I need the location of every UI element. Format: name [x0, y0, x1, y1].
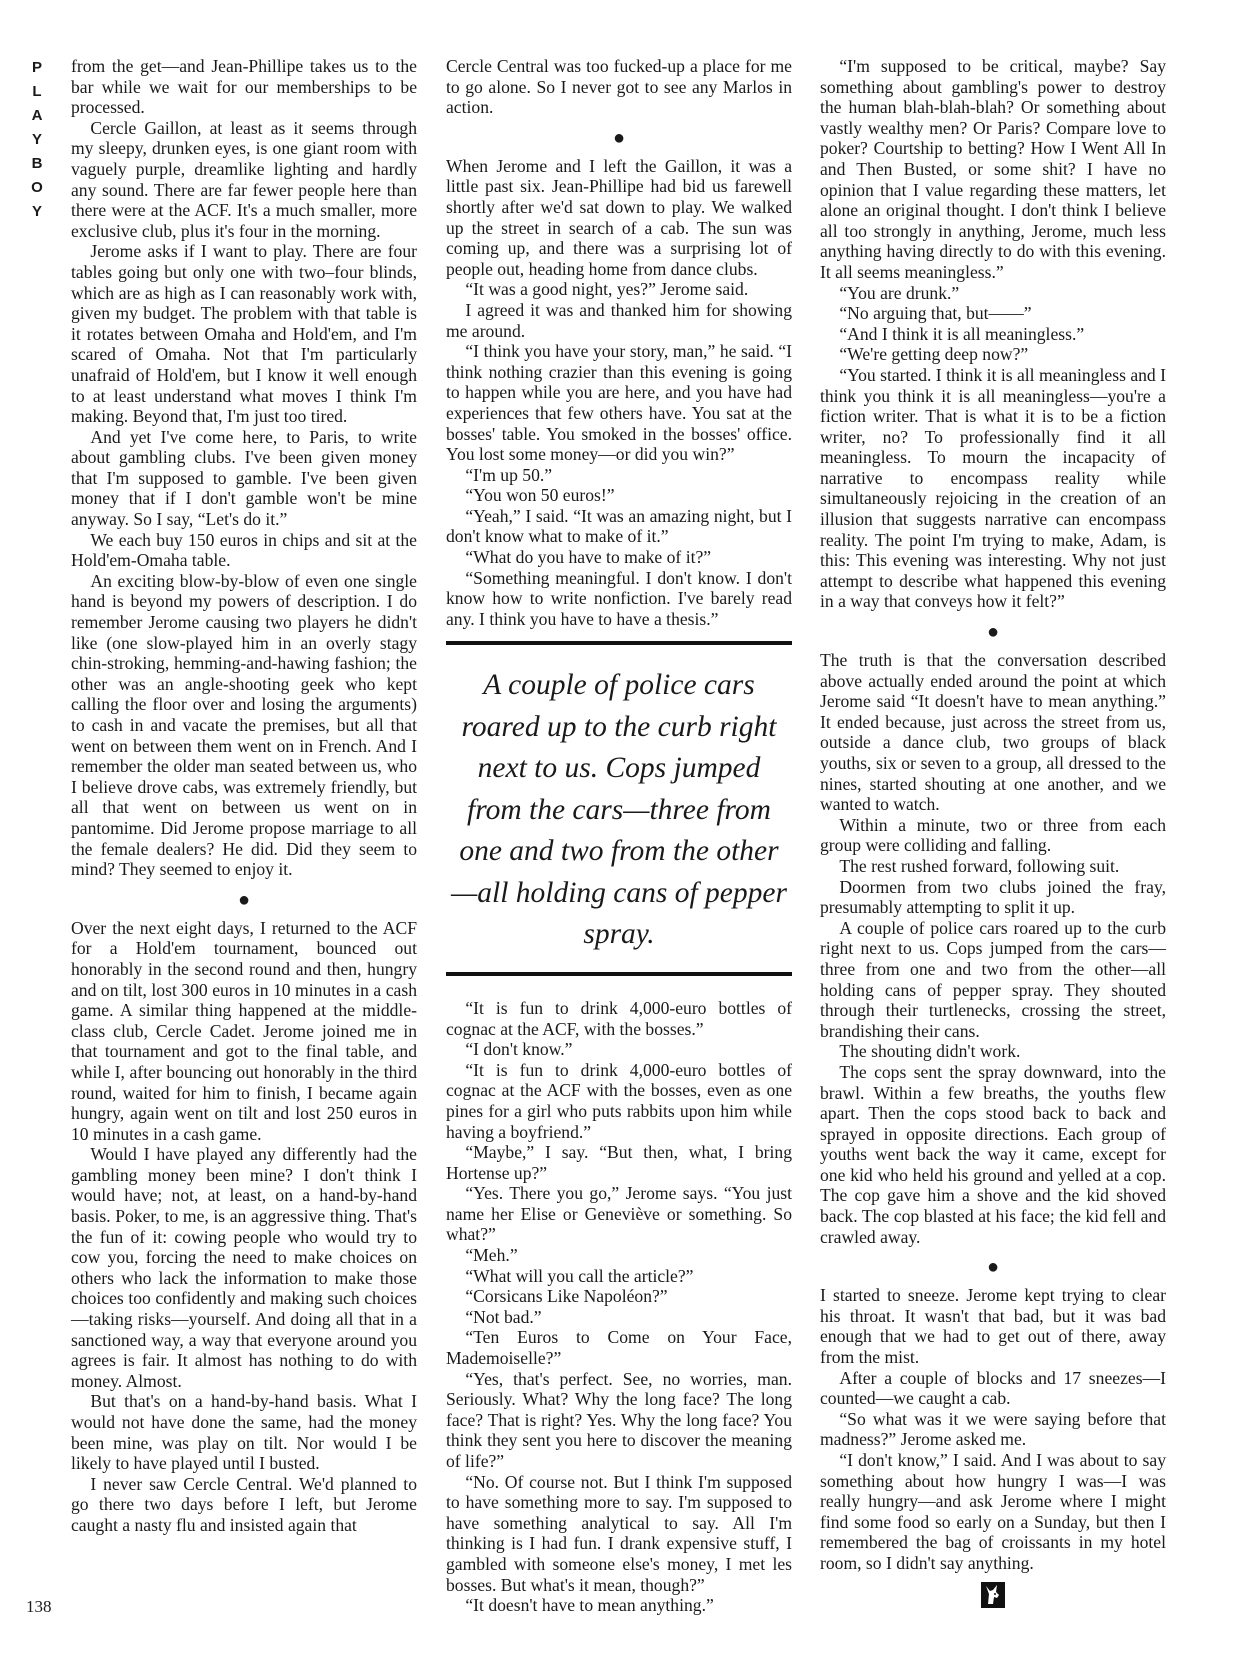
- magazine-letter: P: [31, 59, 42, 76]
- column-2: [446, 56, 792, 1616]
- magazine-letter: B: [31, 155, 43, 172]
- paragraph: And yet I've come here, to Paris, to write about gambling clubs. I've been given money that I'm supposed to gamble. I've been given money that if I don't gamble won't be mine anyway. So I say, “Let's do it.”: [71, 426, 417, 530]
- paragraph: “No. Of course not. But I think I'm supposed to have something more to say. I'm supposed to have something analytical to say. All I'm thinking is I had fun. I drank expensive stuff, I gambled with someone else's money, I met les bosses. But what's it mean, though?”: [446, 1471, 792, 1595]
- paragraph: “I think you have your story, man,” he said. “I think nothing crazier than this evening is going to happen while you are here, and you have had experiences that few others have. You sat at the bosses' table. You smoked in the bosses' office. You lost some money—or did you win?”: [446, 341, 792, 465]
- column-3: [820, 56, 1166, 1612]
- paragraph: “Maybe,” I say. “But then, what, I bring Hortense up?”: [446, 1142, 792, 1183]
- pull-quote: A couple of police cars roared up to the curb right next to us. Cops jumped from the cars—three from one and two from the other—all holding cans of pepper spray.: [446, 641, 792, 976]
- paragraph: “What will you call the article?”: [465, 1265, 694, 1286]
- magazine-name-vertical: [26, 56, 48, 224]
- paragraph: “So what was it we were saying before that madness?” Jerome asked me.: [820, 1408, 1166, 1450]
- magazine-letter: A: [31, 107, 43, 124]
- paragraph: “And I think it is all meaningless.”: [839, 323, 1085, 344]
- paragraph: “Yes, that's perfect. See, no worries, man. Seriously. What? Why the long face? The long face? That is right? Yes. Why the long face? You think they sent you here to discover the meaning of life?”: [446, 1368, 792, 1471]
- paragraph: “I'm up 50.”: [465, 464, 553, 485]
- magazine-letter: Y: [31, 203, 42, 220]
- paragraph: “Meh.”: [465, 1245, 518, 1266]
- page-number: 138: [26, 1597, 52, 1616]
- paragraph: I started to sneeze. Jerome kept trying to clear his throat. It wasn't that bad, but it was bad enough that we had to get out of there, away from the mist.: [820, 1285, 1166, 1368]
- paragraph: Cercle Central was too fucked-up a place for me to go alone. So I never got to see any Marlos in action.: [446, 56, 792, 118]
- column-2-top: [446, 56, 792, 629]
- paragraph: Over the next eight days, I returned to the ACF for a Hold'em tournament, bounced out honorably in the second round and then, hungry and on tilt, lost 300 euros in 10 minutes in a cash game. A similar thing happened at the middle-class club, Cercle Cadet. Jerome joined me in that tournament and got to the final table, and while I, after bouncing out honorably in the third round, waited for him to finish, I became again hungry, again went on tilt and lost 250 euros in 10 minutes in a cash game.: [71, 917, 417, 1144]
- paragraph: “I don't know.”: [465, 1039, 573, 1060]
- end-mark: [820, 1582, 1166, 1613]
- paragraph: Cercle Gaillon, at least as it seems through my sleepy, drunken eyes, is one giant room with vaguely purple, dreamlike lighting and hardly any sound. There are far fewer people here than there were at the ACF. It's a much smaller, more exclusive club, plus it's four in the morning.: [71, 117, 417, 241]
- paragraph: “Not bad.”: [465, 1306, 542, 1327]
- magazine-letter: O: [31, 179, 43, 196]
- paragraph: Would I have played any differently had the gambling money been mine? I don't think I would have; not, at least, on a hand-by-hand basis. Poker, to me, is an aggressive thing. That's the fun of it: cowing people who would try to cow you, forcing the need to make choices on others who lack the information to make those choices too confidently and making such choices—taking risks—yourself. And doing all that in a sanctioned way, a way that everyone around you agrees is fair. It almost has nothing to do with money. Almost.: [71, 1144, 417, 1391]
- paragraph: Jerome asks if I want to play. There are four tables going but only one with two–four blinds, which are as high as I can reasonably work with, given my budget. The problem with that table is it rotates between Omaha and Hold'em, and I'm scared of Omaha. Not that I'm particularly unafraid of Hold'em, but I know it well enough to at least understand what moves I think I'm making. Beyond that, I'm just too tired.: [71, 241, 417, 427]
- paragraph: “I'm supposed to be critical, maybe? Say something about gambling's power to destroy the human blah-blah-blah? Or something about vastly wealthy men? Or Paris? Compare love to poker? Courtship to betting? How I Went All In and Then Busted, or some shit? I have no opinion that I value regarding these matters, let alone an original thought. I don't think I believe all too strongly in anything, Jerome, much less anything having directly to do with this evening. It all seems meaningless.”: [820, 56, 1166, 282]
- paragraph: But that's on a hand-by-hand basis. What I would not have done the same, had the money been mine, was play on tilt. Nor would I be likely to have played until I busted.: [71, 1391, 417, 1474]
- paragraph: The rest rushed forward, following suit.: [839, 855, 1120, 876]
- paragraph: “What do you have to make of it?”: [465, 547, 712, 568]
- paragraph: An exciting blow-by-blow of even one single hand is beyond my powers of description. I do remember Jerome causing two players he didn't like (one slow-played him in an overly stagy chin-stroking, hemming-and-hawing fashion; the other was an angle-shooting geek who kept calling the floor over and losing the arguments) to cash in and vacate the premises, but all that went on between them went on in French. And I remember the older man seated between us, who I believe drove cabs, was extremely friendly, but all that went on between us went on in pantomime. Did Jerome propose marriage to all the female dealers? He did. Did they seem to mind? They seemed to enjoy it.: [71, 570, 417, 880]
- paragraph: “It doesn't have to mean anything.”: [465, 1595, 714, 1616]
- paragraph: “Corsicans Like Napoléon?”: [465, 1286, 668, 1307]
- paragraph: “Yes. There you go,” Jerome says. “You just name her Elise or Geneviève or something. So what?”: [446, 1183, 792, 1245]
- column-1: [71, 56, 417, 1536]
- section-break-bullet: ●: [986, 1256, 1000, 1279]
- column-3-text: [820, 56, 1166, 1574]
- paragraph: I never saw Cercle Central. We'd planned to go there two days before I left, but Jerome caught a nasty flu and insisted again that: [71, 1473, 417, 1535]
- magazine-letter: L: [32, 83, 42, 100]
- paragraph: “I don't know,” I said. And I was about to say something about how hungry I was—I was really hungry—and ask Jerome where I might find some food so early on a Sunday, but then I remembered the bag of croissants in my hotel room, so I didn't say anything.: [820, 1450, 1166, 1573]
- paragraph: We each buy 150 euros in chips and sit at the Hold'em-Omaha table.: [71, 529, 417, 571]
- paragraph: “You started. I think it is all meaningless and I think you think it is all meaningless—you're a fiction writer. That is what it is to be a fiction writer, no? To professionally find it all meaningless. To mourn the incapacity of narrative to encompass reality while simultaneously rejoicing in the creation of an illusion that suggests narrative can encompass reality. The point I'm trying to make, Adam, is this: This evening was interesting. Why not just attempt to describe what happened this evening in a way that conveys how it felt?”: [820, 364, 1166, 612]
- paragraph: “It is fun to drink 4,000-euro bottles of cognac at the ACF with the bosses, even as one pines for a girl who puts rabbits upon him while having a boyfriend.”: [446, 1059, 792, 1142]
- paragraph: Within a minute, two or three from each group were colliding and falling.: [820, 814, 1166, 856]
- paragraph: Doormen from two clubs joined the fray, presumably attempting to split it up.: [820, 876, 1166, 918]
- paragraph: “Something meaningful. I don't know. I don't know how to write nonfiction. I've barely read any. I think you have to have a thesis.”: [446, 567, 792, 629]
- paragraph: from the get—and Jean-Phillipe takes us to the bar while we wait for our memberships to be processed.: [71, 56, 417, 118]
- paragraph: When Jerome and I left the Gaillon, it was a little past six. Jean-Phillipe had bid us farewell shortly after we'd sat down to play. We walked up the street in search of a cab. The sun was coming up, and there was a surprising lot of people out, heading home from dance clubs.: [446, 155, 792, 279]
- paragraph: The truth is that the conversation described above actually ended around the point at which Jerome said “It doesn't have to mean anything.” It ended because, just across the street from us, outside a dance club, two groups of black youths, six or seven to a group, all dressed to the nines, started shouting at one another, and we wanted to watch.: [820, 650, 1166, 815]
- paragraph: A couple of police cars roared up to the curb right next to us. Cops jumped from the cars—three from one and two from the other—all holding cans of pepper spray. They shouted through their turtlenecks, crossing the street, brandishing their cans.: [820, 917, 1166, 1041]
- paragraph: “It is fun to drink 4,000-euro bottles of cognac at the ACF, with the bosses.”: [446, 997, 792, 1039]
- paragraph: “You won 50 euros!”: [465, 485, 615, 506]
- paragraph: “You are drunk.”: [839, 282, 960, 303]
- paragraph: “It was a good night, yes?” Jerome said.: [465, 279, 749, 300]
- column-2-bottom: [446, 998, 792, 1616]
- paragraph: The shouting didn't work.: [839, 1041, 1021, 1062]
- paragraph: “We're getting deep now?”: [839, 344, 1029, 365]
- paragraph: “Ten Euros to Come on Your Face, Mademoiselle?”: [446, 1327, 792, 1369]
- rabbit-head-icon: [981, 1582, 1005, 1608]
- magazine-letter: Y: [31, 131, 42, 148]
- paragraph: The cops sent the spray downward, into the brawl. Within a few breaths, the youths flew apart. Then the cops stood back to back and sprayed in opposite directions. Each group of youths went back the way it came, except for one kid who held his ground and yelled at a cop. The cop gave him a shove and the kid shoved back. The cop blasted at his face; the kid fell and crawled away.: [820, 1061, 1166, 1247]
- paragraph: “Yeah,” I said. “It was an amazing night, but I don't know what to make of it.”: [446, 505, 792, 547]
- paragraph: After a couple of blocks and 17 sneezes—I counted—we caught a cab.: [820, 1367, 1166, 1409]
- section-break-bullet: ●: [986, 621, 1000, 644]
- paragraph: I agreed it was and thanked him for showing me around.: [446, 299, 792, 341]
- section-break-bullet: ●: [612, 126, 626, 149]
- paragraph: “No arguing that, but——”: [839, 303, 1032, 324]
- section-break-bullet: ●: [237, 888, 251, 911]
